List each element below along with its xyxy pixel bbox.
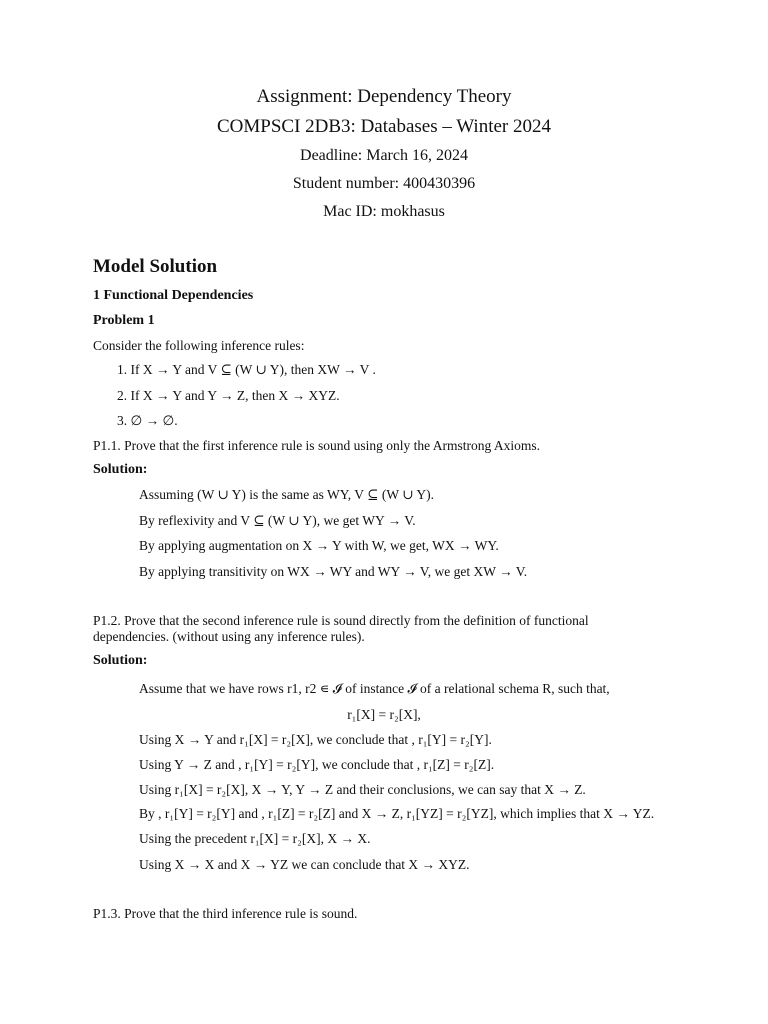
assignment-title: Assignment: Dependency Theory bbox=[256, 86, 512, 107]
p12-line-4: Using Y → Z and , r₁[Y] = r₂[Y], we conclude that , r₁[Z] = r₂[Z]. bbox=[139, 757, 495, 772]
p12-line-8: Using X → X and X → YZ we can conclude that X → XYZ. bbox=[139, 857, 470, 872]
student-number: Student number: 400430396 bbox=[292, 175, 476, 192]
rule-2: 2. If X → Y and Y → Z, then X → XYZ. bbox=[117, 388, 340, 403]
rule-3: 3. ∅ → ∅. bbox=[117, 413, 178, 428]
p12-question-line-1: P1.2. Prove that the second inference rule is sound directly from the definition of functional bbox=[93, 613, 589, 628]
rules-intro: Consider the following inference rules: bbox=[93, 338, 305, 353]
p12-question-line-2: dependencies. (without using any inference rules). bbox=[93, 629, 365, 644]
subsection-title: 1 Functional Dependencies bbox=[93, 288, 254, 303]
p12-solution-label: Solution: bbox=[93, 653, 148, 668]
p11-question: P1.1. Prove that the first inference rule is sound using only the Armstrong Axioms. bbox=[93, 438, 540, 453]
p11-line-1: Assuming (W ∪ Y) is the same as WY, V ⊆ (W ∪ Y). bbox=[139, 487, 435, 502]
section-title: Model Solution bbox=[93, 256, 218, 277]
p12-line-7: Using the precedent r₁[X] = r₂[X], X → X. bbox=[139, 831, 371, 846]
problem-title: Problem 1 bbox=[93, 313, 155, 328]
p13-question: P1.3. Prove that the third inference rule is sound. bbox=[93, 906, 358, 921]
p12-line-1: Assume that we have rows r1, r2 ∊ 𝓘 of instance 𝓘 of a relational schema R, such that, bbox=[139, 681, 610, 696]
p12-line-6: By , r₁[Y] = r₂[Y] and , r₁[Z] = r₂[Z] and X → Z, r₁[YZ] = r₂[YZ], which implies that X → YZ. bbox=[139, 806, 655, 821]
mac-id: Mac ID: mokhasus bbox=[323, 203, 445, 220]
deadline: Deadline: March 16, 2024 bbox=[300, 147, 468, 164]
p12-line-2: r₁[X] = r₂[X], bbox=[347, 707, 421, 722]
p11-line-4: By applying transitivity on WX → WY and WY → V, we get XW → V. bbox=[139, 564, 528, 579]
p12-line-5: Using r₁[X] = r₂[X], X → Y, Y → Z and their conclusions, we can say that X → Z. bbox=[139, 782, 586, 797]
rule-1: 1. If X → Y and V ⊆ (W ∪ Y), then XW → V . bbox=[117, 362, 376, 377]
course-title: COMPSCI 2DB3: Databases – Winter 2024 bbox=[216, 116, 551, 137]
p11-solution-label: Solution: bbox=[93, 462, 148, 477]
p11-line-2: By reflexivity and V ⊆ (W ∪ Y), we get WY → V. bbox=[139, 513, 416, 528]
p12-line-3: Using X → Y and r₁[X] = r₂[X], we conclude that , r₁[Y] = r₂[Y]. bbox=[139, 732, 492, 747]
p11-line-3: By applying augmentation on X → Y with W, we get, WX → WY. bbox=[139, 538, 499, 553]
